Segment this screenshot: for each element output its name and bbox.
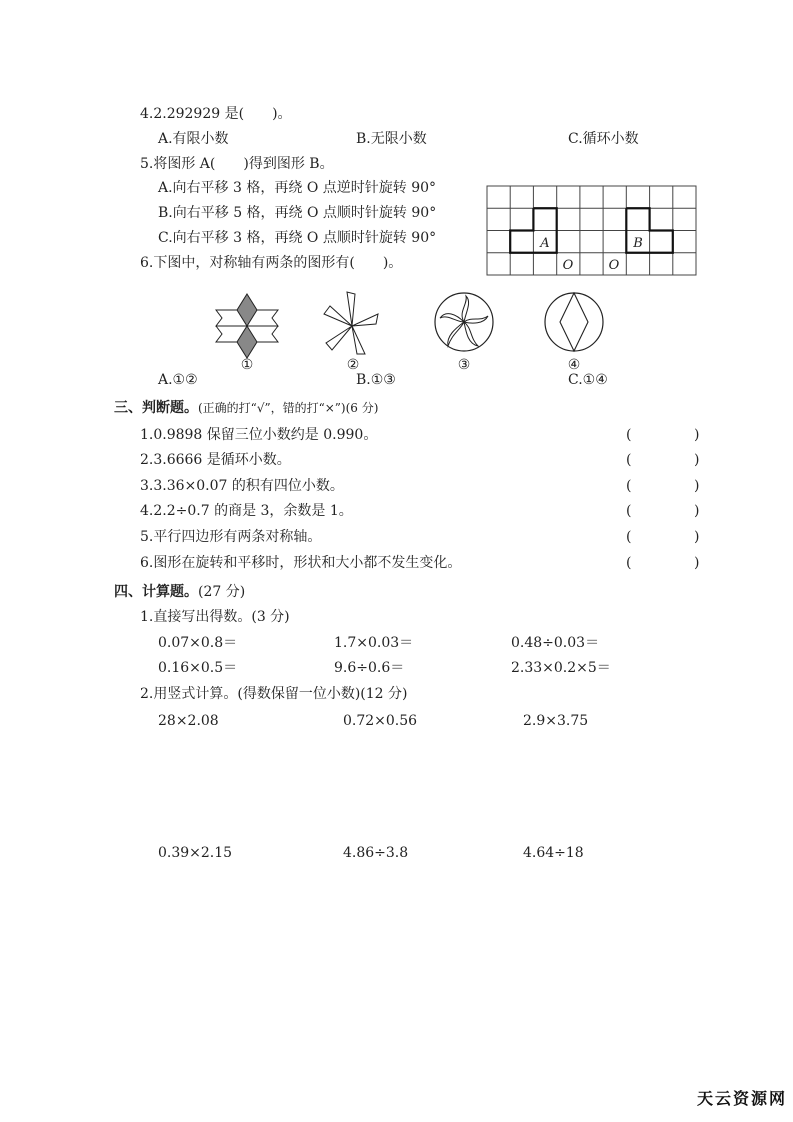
- judge-item-6: 6.图形在旋转和平移时，形状和大小都不发生变化。: [140, 555, 462, 571]
- judge-answer-close-6: ): [694, 555, 700, 571]
- watermark: 天云资源网: [697, 1089, 788, 1108]
- q4-stem: 4.2.292929 是( )。: [140, 106, 292, 122]
- q6-option-b: B.①③: [356, 372, 396, 388]
- vertical-calc-1: 28×2.08: [158, 713, 219, 729]
- figure-1-star: [212, 290, 282, 362]
- judge-answer-close-3: ): [694, 478, 700, 494]
- section4-score: (27 分): [198, 584, 246, 600]
- section4-title: 四、计算题。: [114, 584, 198, 600]
- oral-calc-5: 9.6÷0.6＝: [334, 660, 405, 676]
- q4-option-b: B.无限小数: [356, 131, 427, 147]
- judge-item-2: 2.3.6666 是循环小数。: [140, 452, 291, 468]
- vertical-calc-3: 2.9×3.75: [523, 713, 589, 729]
- q6-stem: 6.下图中，对称轴有两条的图形有( )。: [140, 255, 403, 271]
- judge-answer-open-1: (: [626, 427, 632, 443]
- section3-heading: [114, 399, 378, 417]
- q6-option-c: C.①④: [568, 372, 608, 388]
- vertical-calc-6: 4.64÷18: [523, 845, 584, 861]
- figure-3-label: ③: [457, 357, 471, 373]
- point-o-label-2: O: [608, 258, 620, 273]
- judge-item-3: 3.3.36×0.07 的积有四位小数。: [140, 478, 344, 494]
- section3-title: 三、判断题。: [114, 400, 198, 416]
- figure-1-shaded-rhombus-top: [237, 294, 257, 326]
- judge-item-5: 5.平行四边形有两条对称轴。: [140, 529, 322, 545]
- judge-answer-close-2: ): [694, 452, 700, 468]
- judge-item-1: 1.0.9898 保留三位小数约是 0.990。: [140, 427, 378, 443]
- judge-answer-open-4: (: [626, 503, 632, 519]
- judge-answer-close-1: ): [694, 427, 700, 443]
- figure-4-circle-rhombus: [543, 290, 605, 354]
- judge-answer-close-5: ): [694, 529, 700, 545]
- figure-a-label: A: [540, 236, 550, 251]
- judge-answer-close-4: ): [694, 503, 700, 519]
- judge-answer-open-2: (: [626, 452, 632, 468]
- vertical-calc-2: 0.72×0.56: [343, 713, 418, 729]
- q4-option-a: A.有限小数: [158, 131, 229, 147]
- section3-note: (正确的打“√”，错的打“×”)(6 分): [198, 401, 379, 415]
- part2-title: 2.用竖式计算。(得数保留一位小数)(12 分): [140, 686, 408, 702]
- oral-calc-3: 0.48÷0.03＝: [511, 635, 600, 651]
- point-o-label-1: O: [562, 258, 574, 273]
- q5-option-b: B.向右平移 5 格，再绕 O 点顺时针旋转 90°: [158, 205, 437, 221]
- oral-calc-4: 0.16×0.5＝: [158, 660, 238, 676]
- figure-2-pinwheel: [318, 288, 384, 360]
- q5-grid-figure: [486, 185, 698, 277]
- figure-1-shaded-rhombus-bottom: [237, 326, 257, 358]
- q5-stem: 5.将图形 A( )得到图形 B。: [140, 156, 334, 172]
- vertical-calc-4: 0.39×2.15: [158, 845, 233, 861]
- part1-title: 1.直接写出得数。(3 分): [140, 609, 290, 625]
- judge-item-4: 4.2.2÷0.7 的商是 3，余数是 1。: [140, 503, 353, 519]
- vertical-calc-5: 4.86÷3.8: [343, 845, 409, 861]
- q5-option-a: A.向右平移 3 格，再绕 O 点逆时针旋转 90°: [158, 180, 437, 196]
- figure-2-label: ②: [346, 357, 360, 373]
- figure-1-label: ①: [240, 357, 254, 373]
- q6-option-a: A.①②: [158, 372, 198, 388]
- q4-option-c: C.循环小数: [568, 131, 639, 147]
- oral-calc-6: 2.33×0.2×5＝: [511, 660, 611, 676]
- figure-b-label: B: [633, 236, 643, 251]
- oral-calc-2: 1.7×0.03＝: [334, 635, 414, 651]
- q5-option-c: C.向右平移 3 格，再绕 O 点顺时针旋转 90°: [158, 230, 437, 246]
- oral-calc-1: 0.07×0.8＝: [158, 635, 238, 651]
- judge-answer-open-6: (: [626, 555, 632, 571]
- figure-3-flower-circle: [432, 290, 496, 354]
- section4-heading: [114, 583, 245, 601]
- judge-answer-open-3: (: [626, 478, 632, 494]
- figure-4-label: ④: [567, 357, 581, 373]
- judge-answer-open-5: (: [626, 529, 632, 545]
